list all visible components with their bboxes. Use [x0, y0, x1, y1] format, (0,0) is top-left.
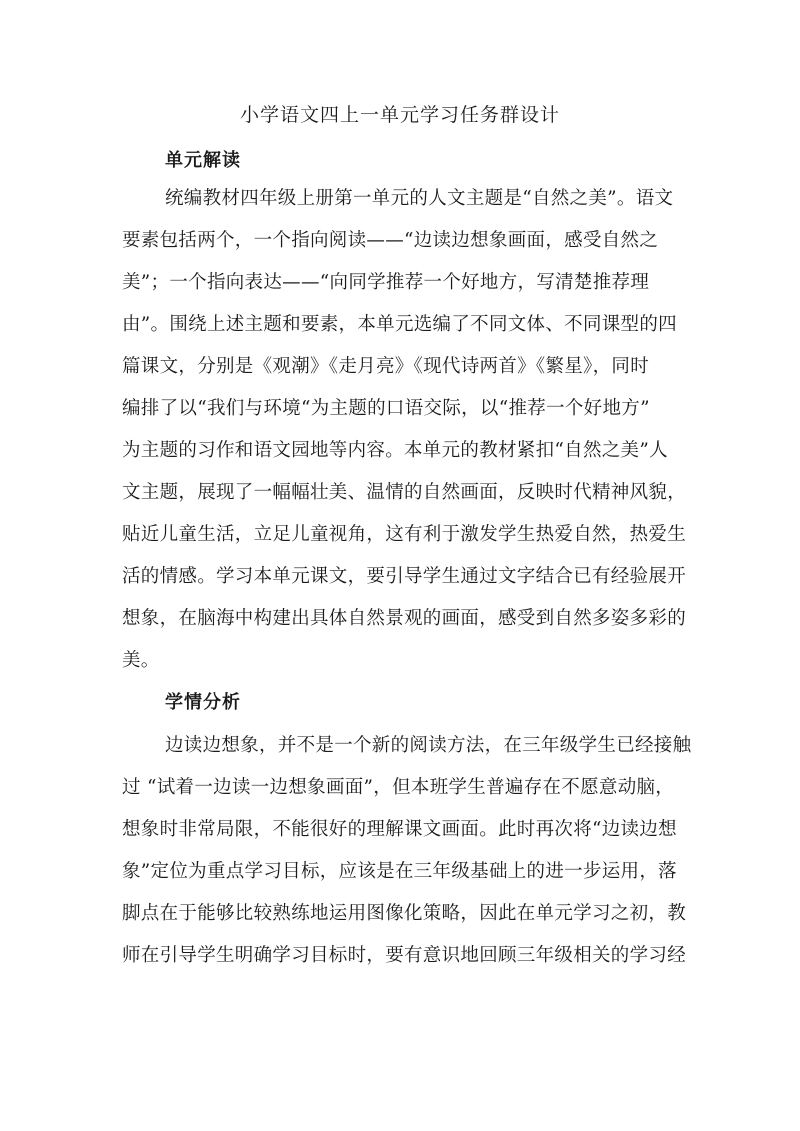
paragraph-line: 统编教材四年级上册第一单元的人文主题是“自然之美”。语文	[165, 188, 674, 209]
document-title: 小学语文四上一单元学习任务群设计	[239, 104, 560, 126]
paragraph-line: 文主题，展现了一幅幅壮美、温情的自然画面，反映时代精神风貌，	[122, 482, 687, 503]
paragraph-line: 过 “试着一边读一边想象画面”，但本班学生普遍存在不愿意动脑，	[122, 777, 675, 798]
paragraph-line: 师在引导学生明确学习目标时，要有意识地回顾三年级相关的学习经	[122, 945, 687, 966]
paragraph-line: 活的情感。学习本单元课文，要引导学生通过文字结合已有经验展开	[122, 566, 687, 587]
paragraph-line: 脚点在于能够比较熟练地运用图像化策略，因此在单元学习之初，教	[122, 903, 687, 924]
paragraph-line: 象”定位为重点学习目标，应该是在三年级基础上的进一步运用，落	[122, 861, 677, 882]
paragraph-line: 由”。围绕上述主题和要素，本单元选编了不同文体、不同课型的四	[122, 314, 677, 335]
paragraph-line: 编排了以“我们与环境“为主题的口语交际，以“推荐一个好地方”	[122, 398, 650, 419]
paragraph-line: 贴近儿童生活，立足儿童视角，这有利于激发学生热爱自然，热爱生	[122, 524, 687, 545]
paragraph-line: 为主题的习作和语文园地等内容。本单元的教材紧扣“自然之美”人	[122, 440, 668, 461]
section-heading-learning-analysis: 学情分析	[165, 692, 241, 713]
section-heading-unit-interpretation: 单元解读	[165, 150, 241, 171]
paragraph-line: 想象时非常局限，不能很好的理解课文画面。此时再次将“边读边想	[122, 819, 677, 840]
paragraph-line: 美”；一个指向表达——“向同学推荐一个好地方，写清楚推荐理	[122, 272, 650, 293]
paragraph-line: 篇课文，分别是《观潮》《走月亮》《现代诗两首》《繁星》，同时	[122, 356, 650, 377]
paragraph-line: 边读边想象，并不是一个新的阅读方法，在三年级学生已经接触	[165, 735, 692, 756]
paragraph-line: 要素包括两个，一个指向阅读——“边读边想象画面，感受自然之	[122, 230, 659, 251]
paragraph-line: 美。	[122, 650, 160, 671]
paragraph-line: 想象，在脑海中构建出具体自然景观的画面，感受到自然多姿多彩的	[122, 608, 687, 629]
